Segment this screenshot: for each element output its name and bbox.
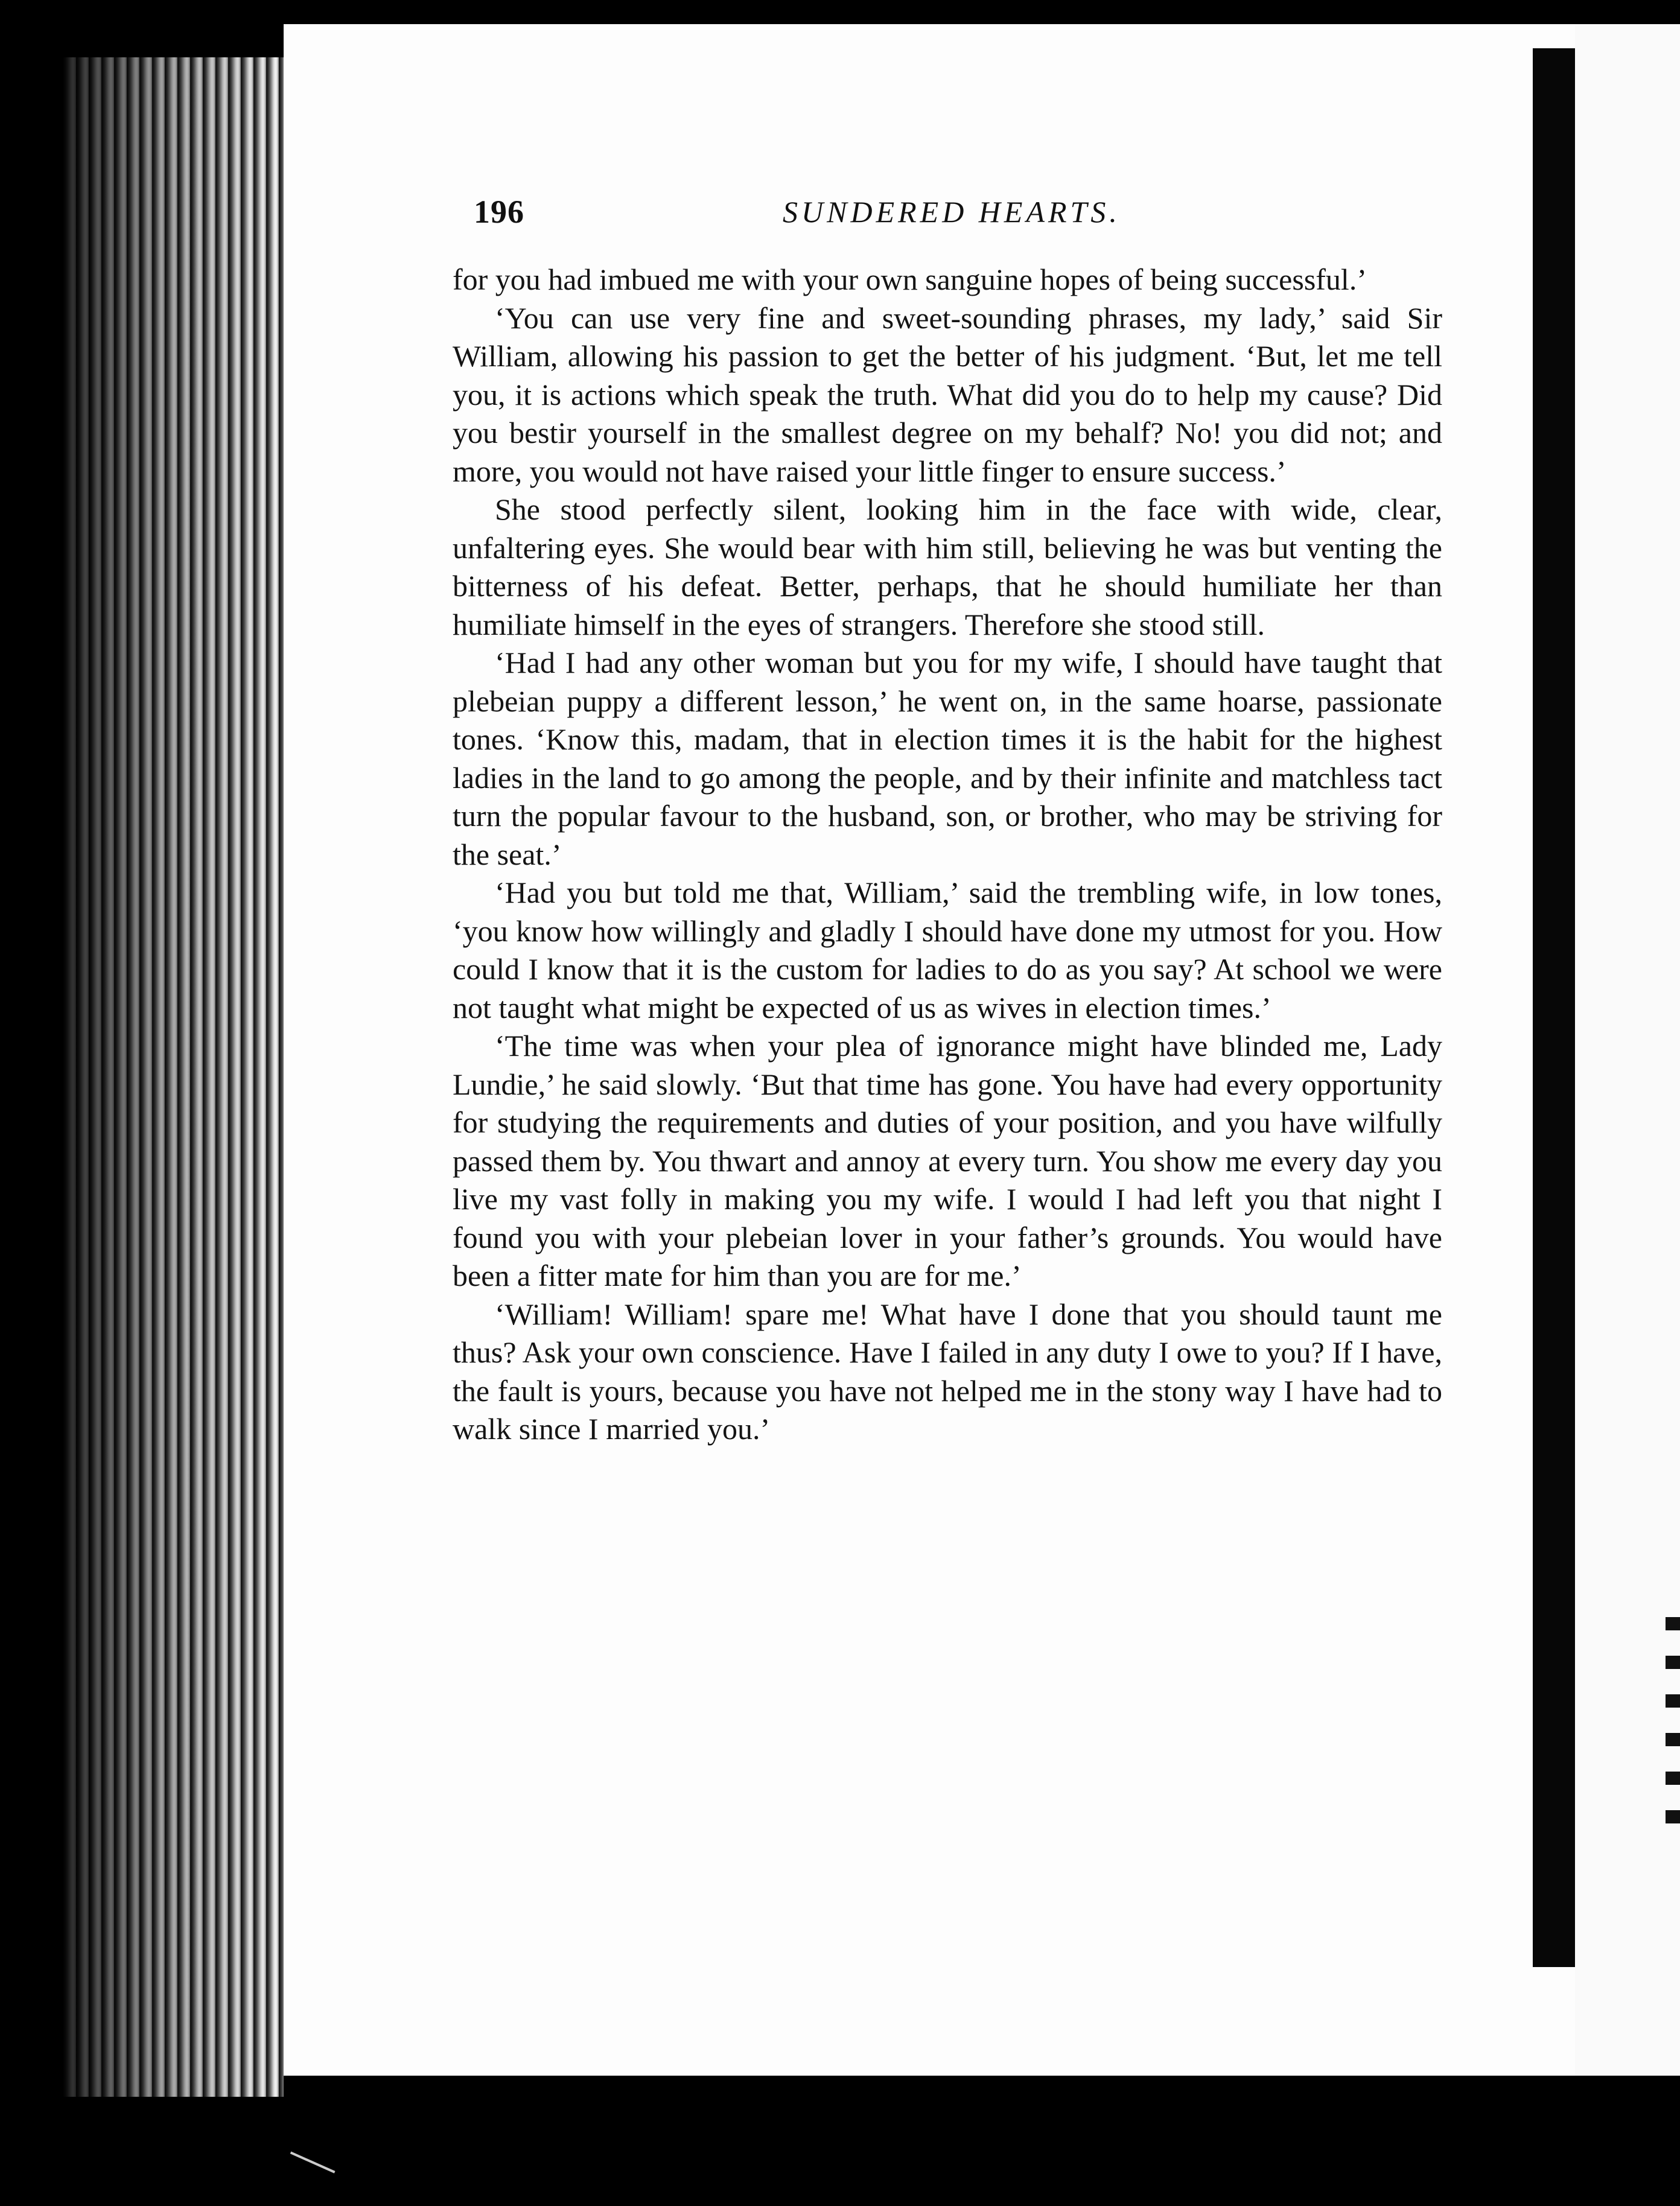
page-number: 196 bbox=[474, 194, 524, 230]
running-head: SUNDERED HEARTS. bbox=[783, 195, 1121, 229]
book-page-edges bbox=[63, 57, 293, 2097]
facing-page-text-fragments bbox=[1666, 1617, 1680, 1834]
paragraph: ‘Had you but told me that, William,’ said the trembling wife, in low tones, ‘you know how willingly and gladly I should have done my utmost for you. How could I know that it is the custom for ladies to do as you say? At school we were not taught what might be expected of us as wives in election times.’ bbox=[453, 876, 1442, 1025]
paragraph: ‘You can use very fine and sweet-sounding phrases, my lady,’ said Sir William, allowing his passion to get the better of his judgment. ‘But, let me tell you, it is actions which speak the truth. What did you do to help my cause? Did you bestir yourself in the smallest degree on my behalf? No! you did not; and more, you would not have raised your little finger to ensure success.’ bbox=[453, 300, 1442, 488]
book-gutter bbox=[1533, 48, 1575, 1967]
paragraph: for you had imbued me with your own sanguine hopes of being successful.’ bbox=[453, 262, 1367, 296]
scan-border bbox=[284, 2076, 1680, 2206]
page-header bbox=[474, 193, 1463, 241]
body-text bbox=[453, 261, 1442, 1449]
paragraph: She stood perfectly silent, looking him in the face with wide, clear, unfaltering eyes. She would bear with him still, believing he was but venting the bitterness of his defeat. Better, perhaps, that he should humiliate her than humiliate himself in the eyes of strangers. Therefore she stood still. bbox=[453, 492, 1442, 641]
paragraph: ‘Had I had any other woman but you for my wife, I should have taught that plebeian puppy a different lesson,’ he went on, in the same hoarse, passionate tones. ‘Know this, madam, that in election times it is the habit for the highest ladies in the land to go among the people, and by their infinite and matchless tact turn the popular favour to the husband, son, or brother, who may be striving for the seat.’ bbox=[453, 646, 1442, 871]
paragraph: ‘William! William! spare me! What have I done that you should taunt me thus? Ask your own conscience. Have I failed in any duty I owe to you? If I have, the fault is yours, because you have not helped me in the stony way I have had to walk since I married you.’ bbox=[453, 1297, 1442, 1446]
facing-page-edge bbox=[1575, 24, 1680, 2076]
paragraph: ‘The time was when your plea of ignorance might have blinded me, Lady Lundie,’ he said slowly. ‘But that time has gone. You have had every opportunity for studying the requirements and duties of your position, and you have wilfully passed them by. You thwart and annoy at every turn. You show me every day you live my vast folly in making you my wife. I would I had left you that night I found you with your plebeian lover in your father’s grounds. You would have been a fitter mate for him than you are for me.’ bbox=[453, 1029, 1442, 1292]
